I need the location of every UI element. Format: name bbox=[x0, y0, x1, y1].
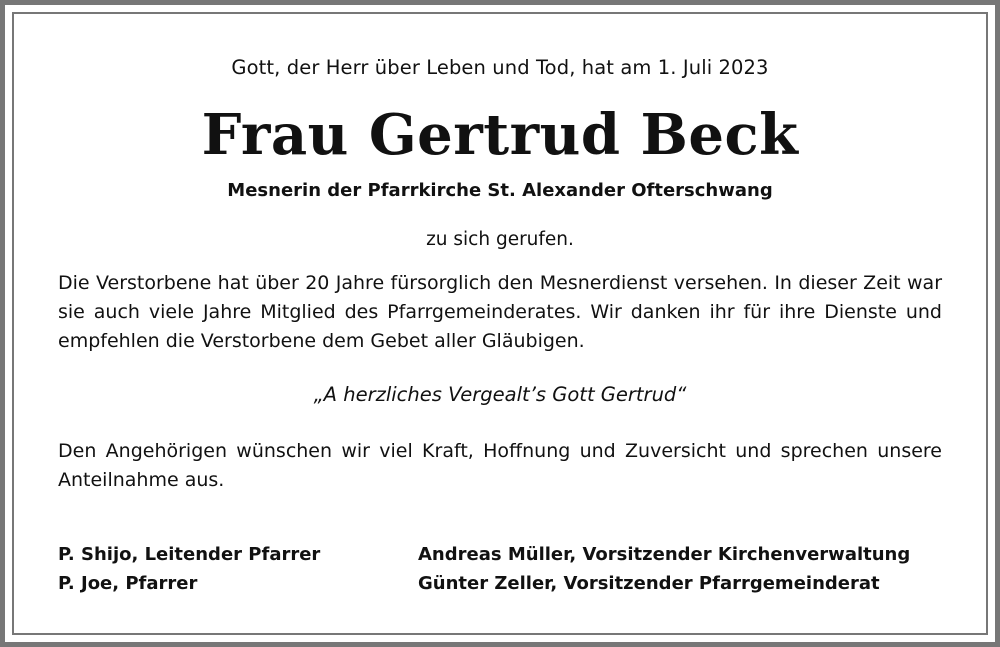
signatures-right bbox=[418, 540, 910, 598]
intro-line: Gott, der Herr über Leben und Tod, hat am 1. Juli 2023 bbox=[231, 56, 769, 79]
tribute-paragraph: Die Verstorbene hat über 20 Jahre fürsorglich den Mesnerdienst versehen. In dieser Zeit war sie auch viele Jahre Mitglied des Pfarrgemeinderates. Wir danken ihr für ihre Dienste und empfehlen die Verstorbene dem Gebet aller Gläubigen. bbox=[58, 272, 942, 352]
signature-line: Andreas Müller, Vorsitzender Kirchenverwaltung bbox=[418, 544, 911, 565]
called-line: zu sich gerufen. bbox=[426, 229, 574, 250]
farewell-quote: „A herzliches Vergealt’s Gott Gertrud“ bbox=[313, 383, 687, 406]
signature-line: P. Shijo, Leitender Pfarrer bbox=[58, 544, 321, 565]
signatures-left bbox=[58, 540, 320, 598]
condolence-paragraph: Den Angehörigen wünschen wir viel Kraft, Hoffnung und Zuversicht und sprechen unsere Anteilnahme aus. bbox=[58, 440, 942, 491]
signature-line: P. Joe, Pfarrer bbox=[58, 573, 198, 594]
deceased-name: Frau Gertrud Beck bbox=[201, 102, 799, 168]
signature-line: Günter Zeller, Vorsitzender Pfarrgemeinderat bbox=[418, 573, 880, 594]
deceased-role: Mesnerin der Pfarrkirche St. Alexander Ofterschwang bbox=[227, 180, 773, 201]
